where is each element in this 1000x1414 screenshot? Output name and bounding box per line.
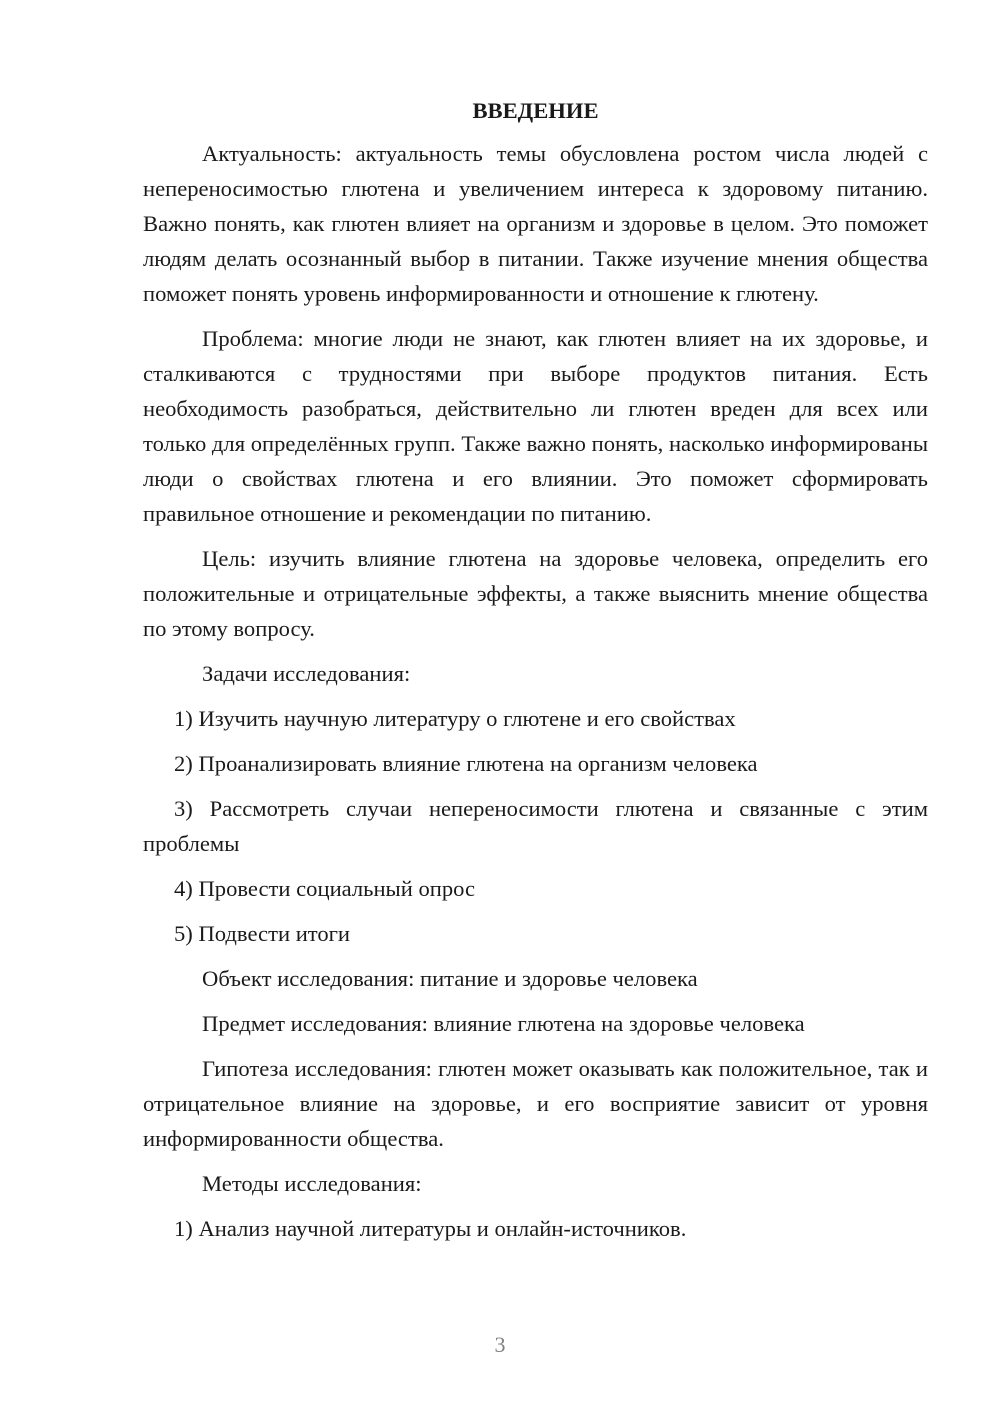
method-item-1: 1) Анализ научной литературы и онлайн-источников. (174, 1216, 687, 1241)
task-item-2: 2) Проанализировать влияние глютена на организм человека (174, 751, 758, 776)
paragraph-goal: Цель: изучить влияние глютена на здоровье человека, определить его положительные и отрицательные эффекты, а также выяснить мнение общества по этому вопросу. (143, 546, 928, 641)
tasks-heading: Задачи исследования: (202, 661, 411, 686)
task-item-5: 5) Подвести итоги (174, 921, 351, 946)
task-item-4: 4) Провести социальный опрос (174, 876, 476, 901)
paragraph-subject: Предмет исследования: влияние глютена на здоровье человека (202, 1011, 805, 1036)
document-page (143, 96, 928, 1256)
task-item-1: 1) Изучить научную литературу о глютене и его свойствах (174, 706, 736, 731)
methods-heading: Методы исследования: (202, 1171, 422, 1196)
paragraph-hypothesis: Гипотеза исследования: глютен может оказывать как положительное, так и отрицательное влияние на здоровье, и его восприятие зависит от уровня информированности общества. (143, 1056, 928, 1151)
section-title: ВВЕДЕНИЕ (472, 98, 599, 123)
page-number: 3 (494, 1332, 506, 1357)
paragraph-relevance: Актуальность: актуальность темы обусловлена ростом числа людей с непереносимостью глютена и увеличением интереса к здоровому питанию. Важно понять, как глютен влияет на организм и здоровье в целом. Это поможет людям делать осознанный выбор в питании. Также изучение мнения общества поможет понять уровень информированности и отношение к глютену. (143, 141, 928, 306)
paragraph-object: Объект исследования: питание и здоровье человека (202, 966, 698, 991)
task-item-3: 3) Рассмотреть случаи непереносимости глютена и связанные с этим проблемы (143, 796, 928, 856)
paragraph-problem: Проблема: многие люди не знают, как глютен влияет на их здоровье, и сталкиваются с трудностями при выборе продуктов питания. Есть необходимость разобраться, действительно ли глютен вреден для всех или только для определённых групп. Также важно понять, насколько информированы люди о свойствах глютена и его влиянии. Это поможет сформировать правильное отношение и рекомендации по питанию. (143, 326, 929, 526)
